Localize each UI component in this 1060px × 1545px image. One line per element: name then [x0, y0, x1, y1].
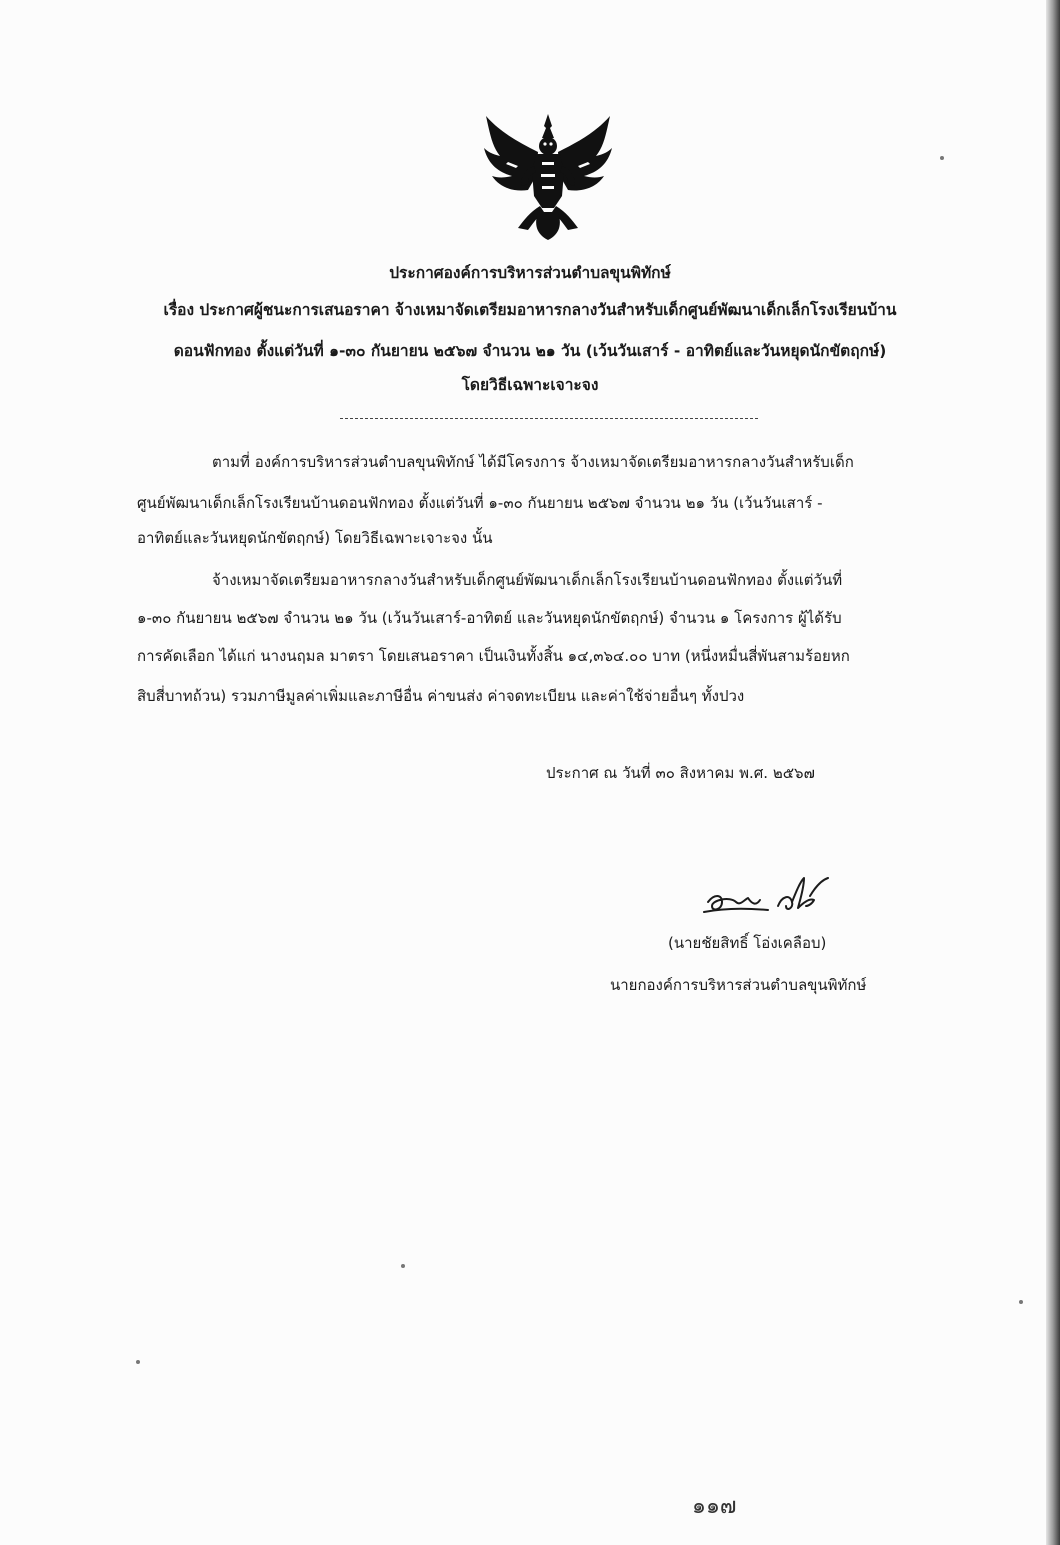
dashed-separator — [340, 418, 758, 419]
paragraph-1-line-3: อาทิตย์และวันหยุดนักขัตฤกษ์) โดยวิธีเฉพาะเจาะจง นั้น — [137, 529, 493, 547]
paper-speck — [940, 156, 944, 160]
paragraph-2-line-2: ๑-๓๐ กันยายน ๒๕๖๗ จำนวน ๒๑ วัน (เว้นวันเสาร์-อาทิตย์ และวันหยุดนักขัตฤกษ์) จำนวน ๑ โครงการ ผู้ได้รับ — [137, 609, 842, 627]
subject-line-2: ดอนฟักทอง ตั้งแต่วันที่ ๑-๓๐ กันยายน ๒๕๖๗ จำนวน ๒๑ วัน (เว้นวันเสาร์ - อาทิตย์และวันหยุดนักขัตฤกษ์) — [173, 342, 887, 360]
signatory-name: (นายชัยสิทธิ์ โอ่งเคลือบ) — [668, 934, 827, 952]
signatory-position: นายกองค์การบริหารส่วนตำบลขุนพิทักษ์ — [610, 976, 867, 994]
garuda-emblem — [478, 112, 618, 242]
scan-edge-shadow — [1046, 0, 1060, 1545]
handwritten-signature — [700, 872, 850, 922]
handwritten-page-number: ๑๑๗ — [692, 1494, 737, 1519]
subject-line-1: เรื่อง ประกาศผู้ชนะการเสนอราคา จ้างเหมาจัดเตรียมอาหารกลางวันสำหรับเด็กศูนย์พัฒนาเด็กเล็กโรงเรียนบ้าน — [163, 301, 897, 319]
paper-speck — [136, 1360, 140, 1364]
paragraph-1-line-2: ศูนย์พัฒนาเด็กเล็กโรงเรียนบ้านดอนฟักทอง ตั้งแต่วันที่ ๑-๓๐ กันยายน ๒๕๖๗ จำนวน ๒๑ วัน (เว้นวันเสาร์ - — [137, 494, 823, 512]
subject-line-3: โดยวิธีเฉพาะเจาะจง — [461, 376, 599, 394]
paper-speck — [1019, 1300, 1023, 1304]
paragraph-1-line-1: ตามที่ องค์การบริหารส่วนตำบลขุนพิทักษ์ ได้มีโครงการ จ้างเหมาจัดเตรียมอาหารกลางวันสำหรับเด็ก — [212, 453, 854, 471]
paragraph-2-line-1: จ้างเหมาจัดเตรียมอาหารกลางวันสำหรับเด็กศูนย์พัฒนาเด็กเล็กโรงเรียนบ้านดอนฟักทอง ตั้งแต่วันที่ — [212, 571, 843, 589]
announcement-title: ประกาศองค์การบริหารส่วนตำบลขุนพิทักษ์ — [389, 264, 671, 282]
paper-speck — [401, 1264, 405, 1268]
paragraph-2-line-3: การคัดเลือก ได้แก่ นางนฤมล มาตรา โดยเสนอราคา เป็นเงินทั้งสิ้น ๑๔,๓๖๔.๐๐ บาท (หนึ่งหมื่นสี่พันสามร้อยหก — [137, 647, 850, 665]
paragraph-2-line-4: สิบสี่บาทถ้วน) รวมภาษีมูลค่าเพิ่มและภาษีอื่น ค่าขนส่ง ค่าจดทะเบียน และค่าใช้จ่ายอื่นๆ ทั้งปวง — [137, 687, 745, 705]
announcement-date: ประกาศ ณ วันที่ ๓๐ สิงหาคม พ.ศ. ๒๕๖๗ — [546, 764, 815, 782]
